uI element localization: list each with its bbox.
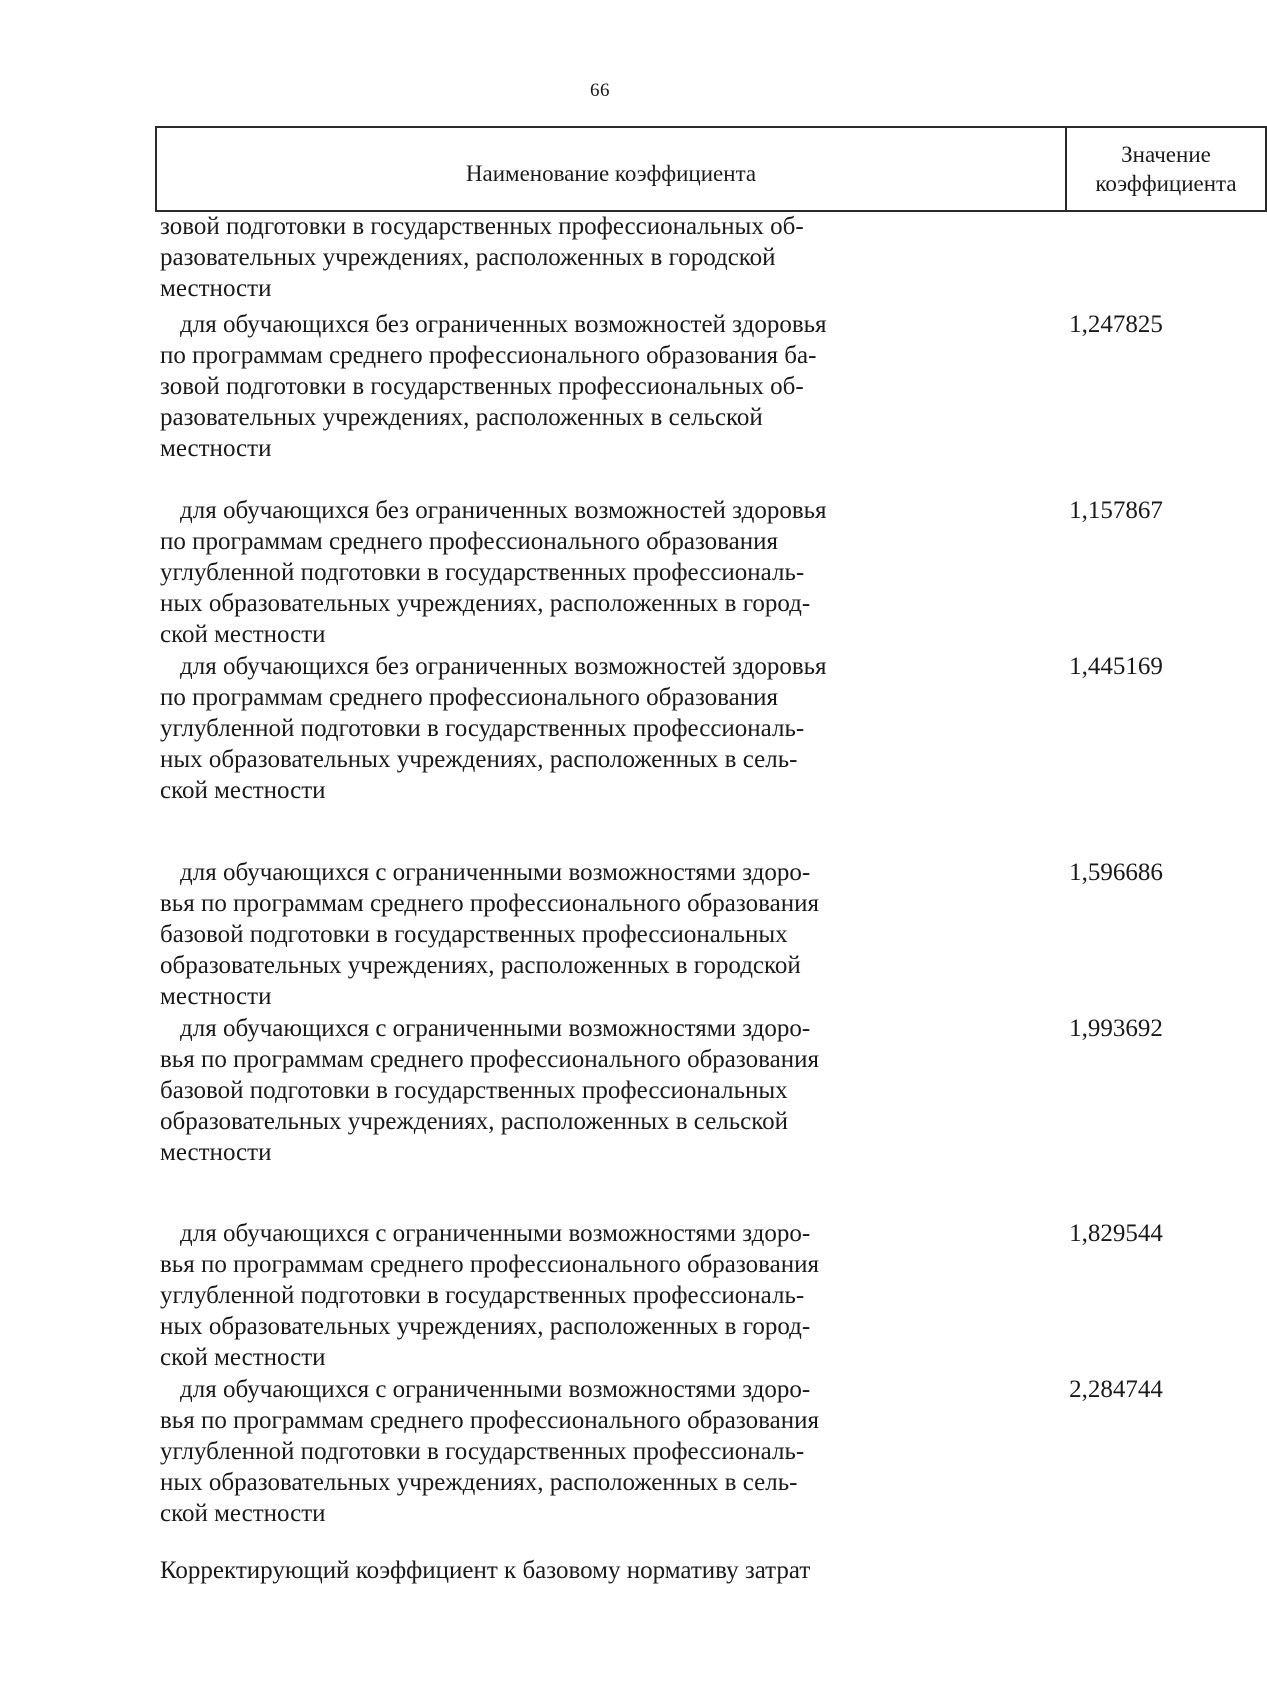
coefficient-value: 1,829544 [1069,1220,1163,1247]
header-coefficient-value: Значение коэффициента [1095,142,1237,196]
text-line: местности [160,983,272,1010]
text-line: по программам среднего профессионального образования ба- [160,342,817,369]
text-line: для обучающихся с ограниченными возможностями здоро- [180,1220,811,1247]
text-line: разовательных учреждениях, расположенных в сельской [160,404,763,431]
table-row [160,495,1163,650]
text-line: вья по программам среднего профессионального образования [160,1251,819,1278]
text-line: ных образовательных учреждениях, расположенных в сель- [160,1469,798,1496]
table-row [160,1374,1163,1529]
text-line: по программам среднего профессионального образования [160,528,779,555]
table-row [160,309,1163,464]
text-line: для обучающихся без ограниченных возможностей здоровья [180,653,827,680]
text-line: углубленной подготовки в государственных профессиональ- [160,1282,805,1309]
text-line: вья по программам среднего профессионального образования [160,890,819,917]
text-line: для обучающихся с ограниченными возможностями здоро- [180,1376,811,1403]
coefficient-value: 1,157867 [1069,497,1163,524]
coefficient-value: 1,596686 [1069,859,1163,886]
coefficient-description [160,857,916,1012]
coefficient-value: 1,445169 [1069,653,1163,680]
table-row [160,1218,1163,1373]
coefficient-description [160,495,916,650]
text-line: для обучающихся с ограниченными возможностями здоро- [180,859,811,886]
text-line: углубленной подготовки в государственных профессиональ- [160,1438,805,1465]
text-line: углубленной подготовки в государственных профессиональ- [160,559,805,586]
table-row [160,1013,1163,1168]
coefficient-description [160,309,916,464]
text-line: углубленной подготовки в государственных профессиональ- [160,715,805,742]
text-line: местности [160,275,272,302]
continued-row-text [160,211,916,304]
text-line: ской местности [160,621,326,648]
text-line: ных образовательных учреждениях, расположенных в город- [160,1313,811,1340]
text-line: по программам среднего профессионального образования [160,684,779,711]
table-row [160,857,1163,1012]
text-line: для обучающихся без ограниченных возможностей здоровья [180,311,827,338]
text-line: ных образовательных учреждениях, расположенных в город- [160,590,811,617]
coefficient-description [160,1013,916,1168]
coefficient-value: 1,993692 [1069,1015,1163,1042]
text-line: местности [160,435,272,462]
text-line: образовательных учреждениях, расположенных в сельской [160,1108,789,1135]
coefficient-value: 2,284744 [1069,1376,1163,1403]
coefficient-description [160,651,916,806]
page-number: 66 [590,80,610,101]
coefficient-description [160,1218,916,1373]
text-line: вья по программам среднего профессионального образования [160,1046,819,1073]
text-line: ных образовательных учреждениях, расположенных в сель- [160,746,798,773]
table-row [160,651,1163,806]
text-line: ской местности [160,1344,326,1371]
coefficient-value: 1,247825 [1069,311,1163,338]
text-line: разовательных учреждениях, расположенных в городской [160,244,776,271]
table-header [155,126,1267,212]
text-line: базовой подготовки в государственных профессиональных [160,921,788,948]
header-coefficient-name: Наименование коэффициента [157,128,1067,210]
text-line: для обучающихся с ограниченными возможностями здоро- [180,1015,811,1042]
text-line: для обучающихся без ограниченных возможностей здоровья [180,497,827,524]
text-line: зовой подготовки в государственных профессиональных об- [160,213,804,240]
text-line: местности [160,1139,272,1166]
text-line: базовой подготовки в государственных профессиональных [160,1077,788,1104]
coefficient-description [160,1374,916,1529]
footer-paragraph: Корректирующий коэффициент к базовому нормативу затрат [160,1557,811,1584]
text-line: образовательных учреждениях, расположенных в городской [160,952,801,979]
text-line: вья по программам среднего профессионального образования [160,1407,819,1434]
text-line: ской местности [160,1500,326,1527]
text-line: ской местности [160,777,326,804]
text-line: зовой подготовки в государственных профессиональных об- [160,373,804,400]
